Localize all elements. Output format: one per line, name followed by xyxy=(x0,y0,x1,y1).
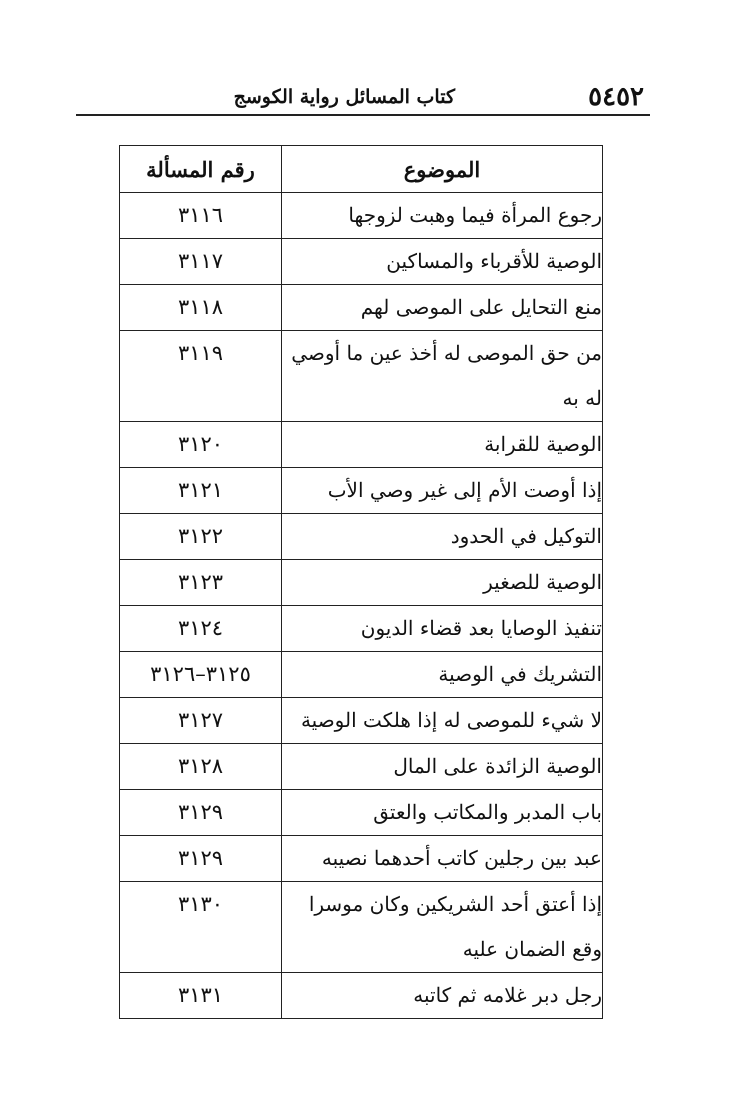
table-row xyxy=(120,422,603,468)
row-issue-number: ٣١٢١ xyxy=(120,468,282,514)
table-row xyxy=(120,836,603,882)
row-issue-number: ٣١٣٠ xyxy=(120,882,282,973)
table-row xyxy=(120,514,603,560)
row-issue-number: ٣١٣١ xyxy=(120,973,282,1019)
column-header-topic: الموضوع xyxy=(282,146,603,193)
column-header-issue-number: رقم المسألة xyxy=(120,146,282,193)
row-topic: رجوع المرأة فيما وهبت لزوجها xyxy=(282,193,603,239)
row-topic: باب المدبر والمكاتب والعتق xyxy=(282,790,603,836)
row-issue-number: ٣١١٦ xyxy=(120,193,282,239)
book-title: كتاب المسائل رواية الكوسج xyxy=(233,86,455,108)
row-topic: التشريك في الوصية xyxy=(282,652,603,698)
row-issue-number: ٣١٢٩ xyxy=(120,790,282,836)
table-row xyxy=(120,973,603,1019)
table-header-row xyxy=(120,146,603,193)
table-row xyxy=(120,606,603,652)
table-row xyxy=(120,652,603,698)
table-row xyxy=(120,468,603,514)
table-row xyxy=(120,744,603,790)
table-row xyxy=(120,698,603,744)
row-issue-number: ٣١٢٢ xyxy=(120,514,282,560)
table-row xyxy=(120,331,603,422)
page-header xyxy=(76,80,650,116)
row-topic: الوصية الزائدة على المال xyxy=(282,744,603,790)
index-table xyxy=(119,145,603,1019)
table-row xyxy=(120,193,603,239)
table-row xyxy=(120,882,603,973)
row-issue-number: ٣١٢٧ xyxy=(120,698,282,744)
row-issue-number: ٣١٢٠ xyxy=(120,422,282,468)
row-issue-number: ٣١١٧ xyxy=(120,239,282,285)
row-topic: عبد بين رجلين كاتب أحدهما نصيبه xyxy=(282,836,603,882)
row-issue-number: ٣١٢٩ xyxy=(120,836,282,882)
page-number: ٥٤٥٢ xyxy=(588,82,644,112)
table-row xyxy=(120,790,603,836)
row-issue-number: ٣١١٩ xyxy=(120,331,282,422)
row-issue-number: ٣١١٨ xyxy=(120,285,282,331)
table-row xyxy=(120,560,603,606)
row-topic: إذا أعتق أحد الشريكين وكان موسرا وقع الضمان عليه xyxy=(282,882,603,973)
row-issue-number: ٣١٢٥–٣١٢٦ xyxy=(120,652,282,698)
table-row xyxy=(120,239,603,285)
row-topic: الوصية للصغير xyxy=(282,560,603,606)
row-topic: تنفيذ الوصايا بعد قضاء الديون xyxy=(282,606,603,652)
row-topic: رجل دبر غلامه ثم كاتبه xyxy=(282,973,603,1019)
row-topic: الوصية للقرابة xyxy=(282,422,603,468)
row-topic: منع التحايل على الموصى لهم xyxy=(282,285,603,331)
row-issue-number: ٣١٢٨ xyxy=(120,744,282,790)
row-topic: إذا أوصت الأم إلى غير وصي الأب xyxy=(282,468,603,514)
table-row xyxy=(120,285,603,331)
row-topic: التوكيل في الحدود xyxy=(282,514,603,560)
row-issue-number: ٣١٢٣ xyxy=(120,560,282,606)
row-topic: لا شيء للموصى له إذا هلكت الوصية xyxy=(282,698,603,744)
row-topic: الوصية للأقرباء والمساكين xyxy=(282,239,603,285)
row-issue-number: ٣١٢٤ xyxy=(120,606,282,652)
row-topic: من حق الموصى له أخذ عين ما أوصي له به xyxy=(282,331,603,422)
